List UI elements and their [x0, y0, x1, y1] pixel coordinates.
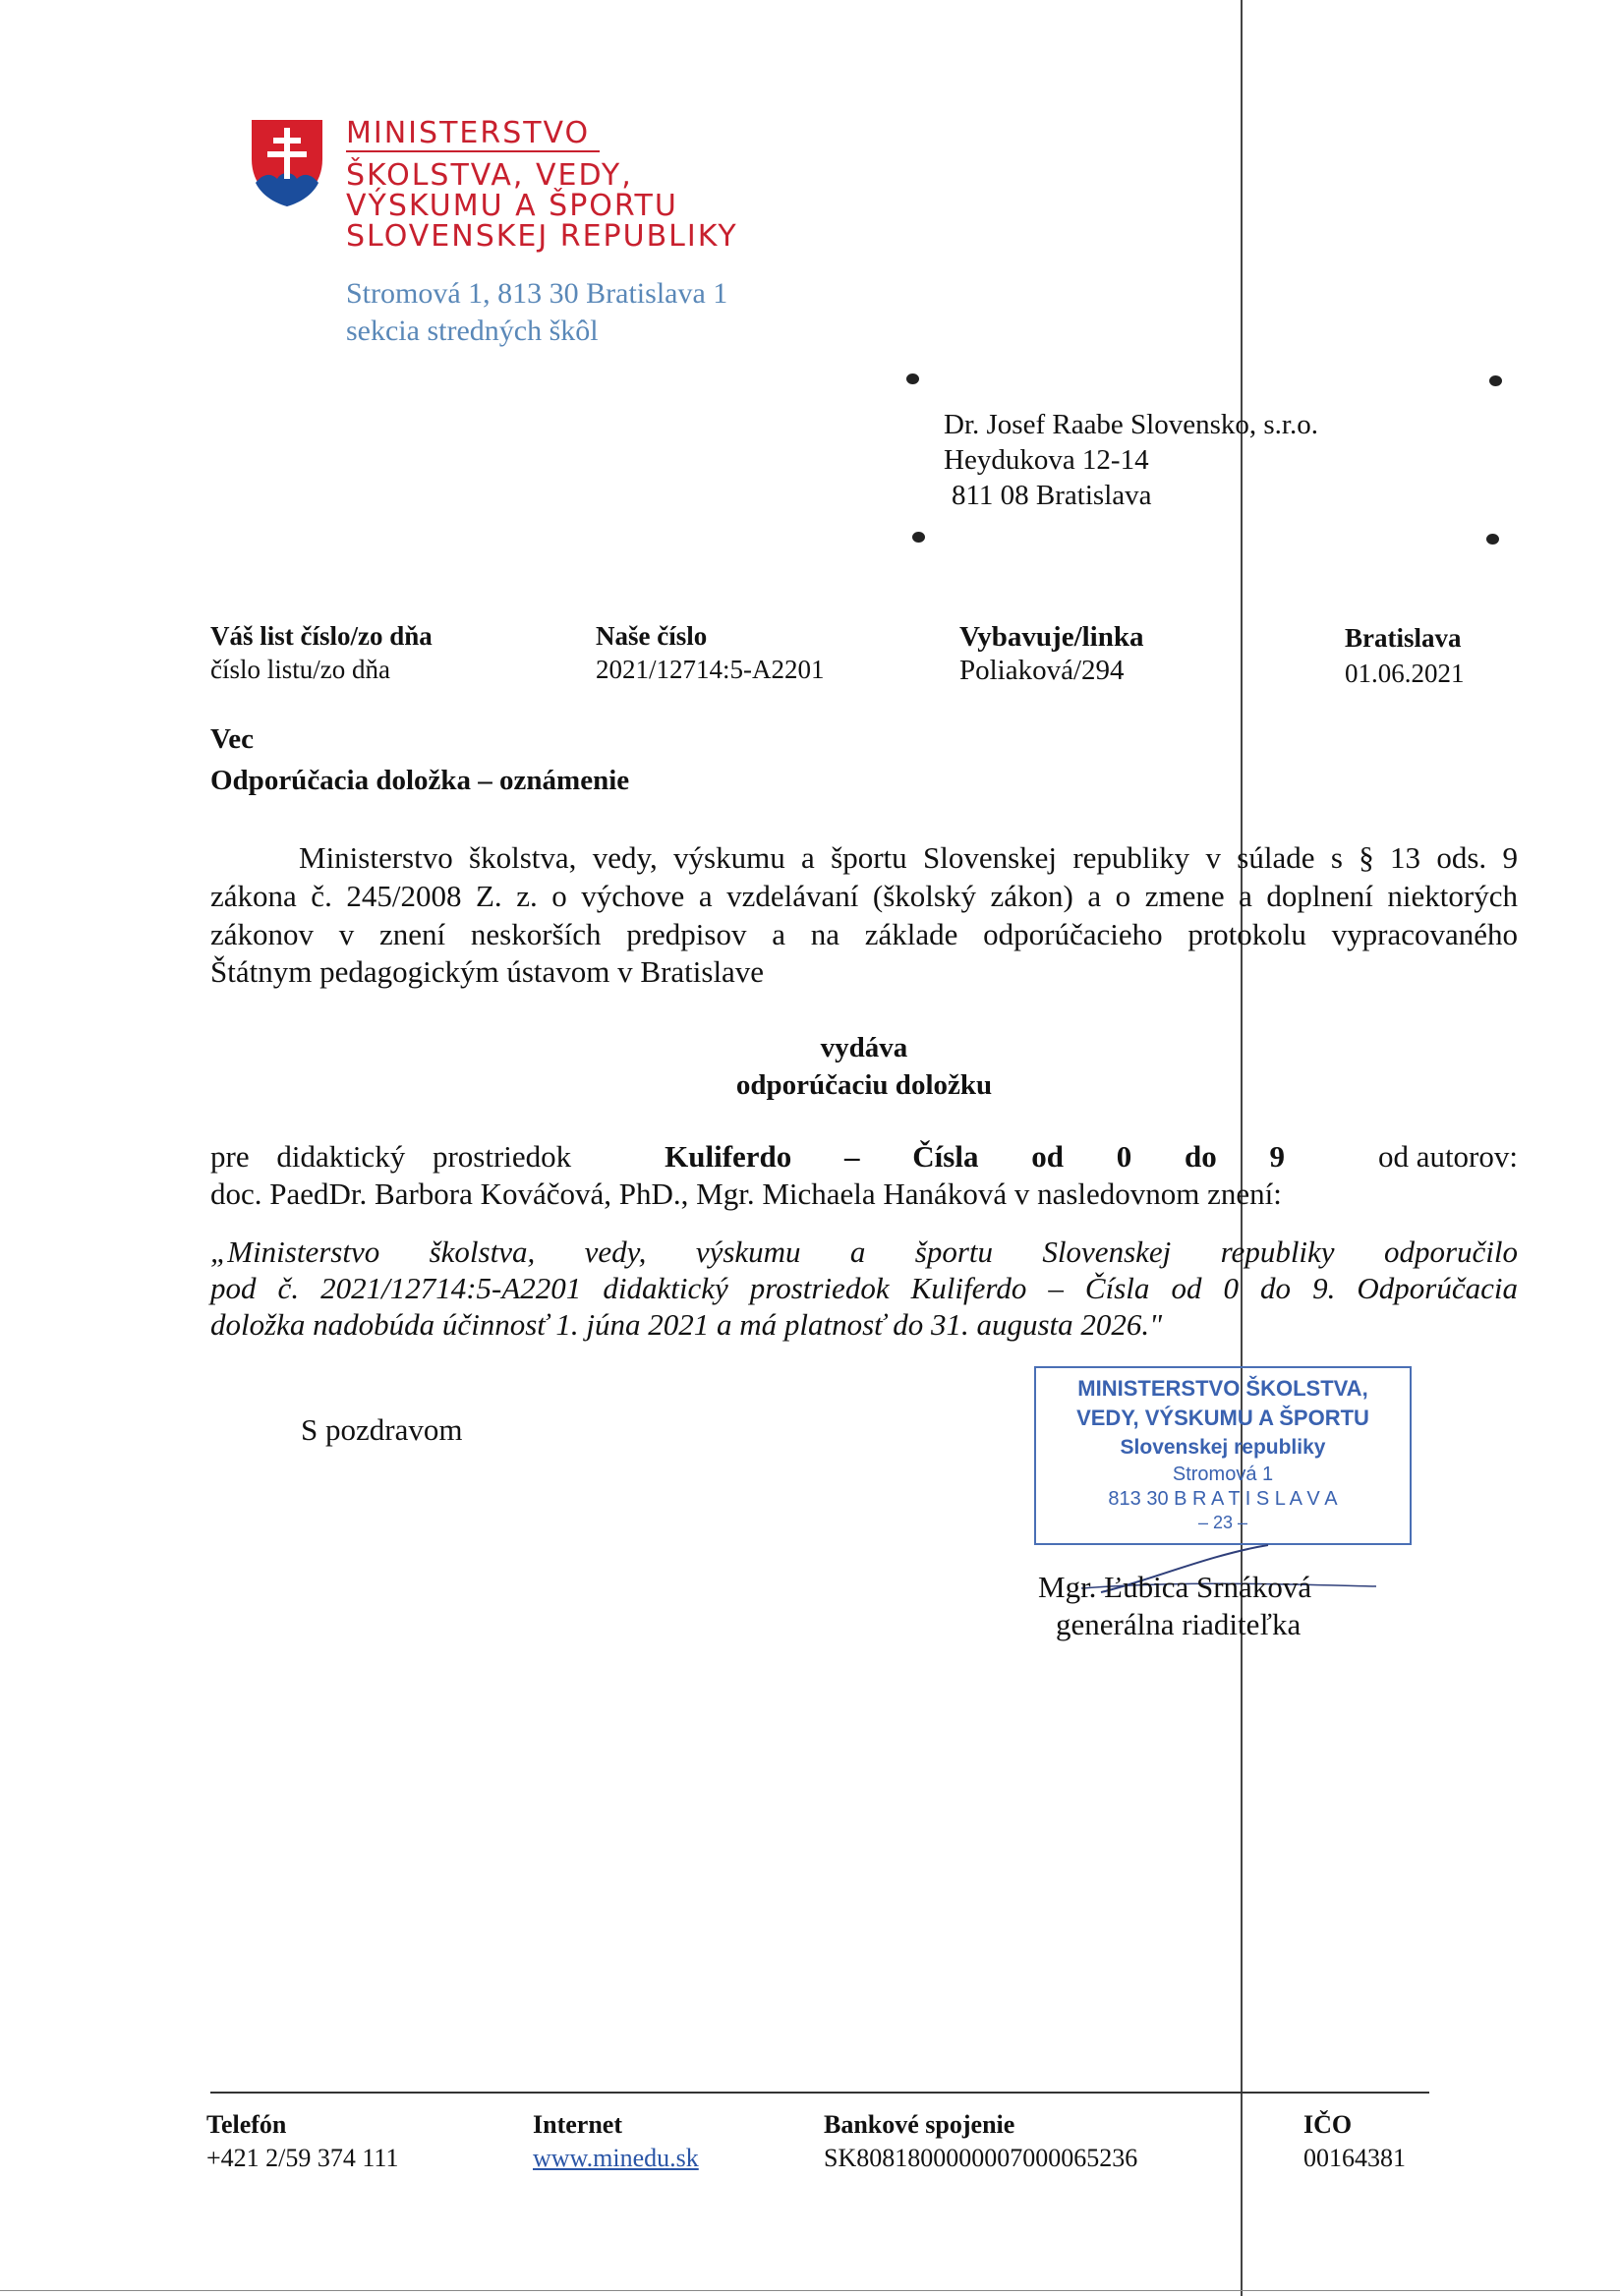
ministry-line: MINISTERSTVO — [346, 116, 591, 150]
didactic-post: od autorov: — [1377, 1139, 1518, 1174]
footer-bank-value: SK8081800000007000065236 — [824, 2144, 1138, 2172]
quote-line: „Ministerstvo školstva, vedy, výskumu a športu Slovenskej republiky odporučilo — [210, 1234, 1518, 1269]
sender-address: Stromová 1, 813 30 Bratislava 1 — [346, 277, 728, 310]
scan-edge-bottom — [0, 2290, 1620, 2291]
sender-section: sekcia stredných škôl — [346, 315, 599, 347]
footer-ico-label: IČO — [1303, 2110, 1353, 2139]
our-ref-value: 2021/12714:5-A2201 — [596, 655, 825, 684]
footer-internet-label: Internet — [533, 2110, 622, 2139]
ministry-name — [346, 118, 759, 252]
footer-rule — [210, 2092, 1429, 2094]
handler-value: Poliaková/294 — [959, 655, 1125, 686]
body-paragraph-line: zákonov v znení neskorších predpisov a na základe odporúčacieho protokolu vypracovaného — [210, 917, 1518, 951]
authors-line: doc. PaedDr. Barbora Kováčová, PhD., Mgr. Michaela Hanáková v nasledovnom znení: — [210, 1177, 1282, 1211]
window-mark — [912, 532, 925, 543]
stamp-line: MINISTERSTVO ŠKOLSTVA, — [1077, 1376, 1368, 1401]
footer-bank-label: Bankové spojenie — [824, 2110, 1015, 2139]
signer-name: Mgr. Ľubica Srnáková — [1038, 1570, 1312, 1604]
greeting: S pozdravom — [301, 1412, 463, 1447]
ministry-line: ŠKOLSTVA, VEDY, — [346, 158, 633, 193]
date-value: 01.06.2021 — [1345, 659, 1465, 688]
stamp-line: Stromová 1 — [1172, 1464, 1274, 1485]
body-paragraph-line: zákona č. 245/2008 Z. z. o výchove a vzdelávaní (školský zákon) a o zmene a doplnení niektorých — [210, 879, 1518, 913]
recipient-city: 811 08 Bratislava — [952, 480, 1152, 511]
your-ref-label: Váš list číslo/zo dňa — [210, 621, 433, 651]
window-mark — [906, 373, 919, 384]
signer-title: generálna riaditeľka — [1056, 1607, 1302, 1641]
stamp-line: 813 30 B R A T I S L A V A — [1108, 1488, 1338, 1510]
stamp-line: VEDY, VÝSKUMU A ŠPORTU — [1076, 1406, 1369, 1430]
issues-object: odporúčaciu doložku — [735, 1069, 993, 1101]
quote-line: doložka nadobúda účinnosť 1. júna 2021 a má platnosť do 31. augusta 2026." — [210, 1307, 1163, 1342]
window-mark — [1486, 534, 1499, 545]
recipient-name: Dr. Josef Raabe Slovensko, s.r.o. — [944, 409, 1318, 440]
footer-website-link[interactable]: www.minedu.sk — [533, 2144, 699, 2172]
stamp-line: – 23 – — [1197, 1513, 1248, 1532]
subject-title: Odporúčacia doložka – oznámenie — [210, 765, 630, 796]
handler-label: Vybavuje/linka — [959, 621, 1144, 653]
didactic-pre: pre didaktický prostriedok — [210, 1139, 572, 1174]
footer-phone-label: Telefón — [206, 2110, 287, 2139]
your-ref-value: číslo listu/zo dňa — [210, 655, 390, 684]
footer-phone-value: +421 2/59 374 111 — [206, 2144, 399, 2172]
place-label: Bratislava — [1345, 623, 1462, 653]
quote-line: pod č. 2021/12714:5-A2201 didaktický prostriedok Kuliferdo – Čísla od 0 do 9. Odporúčacia — [210, 1271, 1518, 1305]
window-mark — [1489, 375, 1502, 386]
body-paragraph-line: Ministerstvo školstva, vedy, výskumu a športu Slovenskej republiky v súlade s § 13 ods. 9 — [299, 840, 1518, 875]
recipient-street: Heydukova 12-14 — [944, 444, 1149, 476]
ministry-line: SLOVENSKEJ REPUBLIKY — [346, 219, 738, 254]
didactic-line — [210, 1138, 1518, 1176]
issues-verb: vydáva — [820, 1032, 908, 1063]
didactic-title: Kuliferdo – Čísla od 0 do 9 — [665, 1139, 1285, 1174]
coat-of-arms-logo — [248, 116, 326, 210]
footer-ico-value: 00164381 — [1303, 2144, 1406, 2172]
stamp-line: Slovenskej republiky — [1120, 1436, 1326, 1459]
subject-label: Vec — [210, 723, 255, 755]
logo-divider — [346, 150, 600, 152]
our-ref-label: Naše číslo — [596, 621, 708, 651]
body-paragraph-line: Štátnym pedagogickým ústavom v Bratislave — [210, 954, 765, 989]
official-stamp — [1034, 1366, 1412, 1545]
ministry-line: VÝSKUMU A ŠPORTU — [346, 189, 678, 223]
